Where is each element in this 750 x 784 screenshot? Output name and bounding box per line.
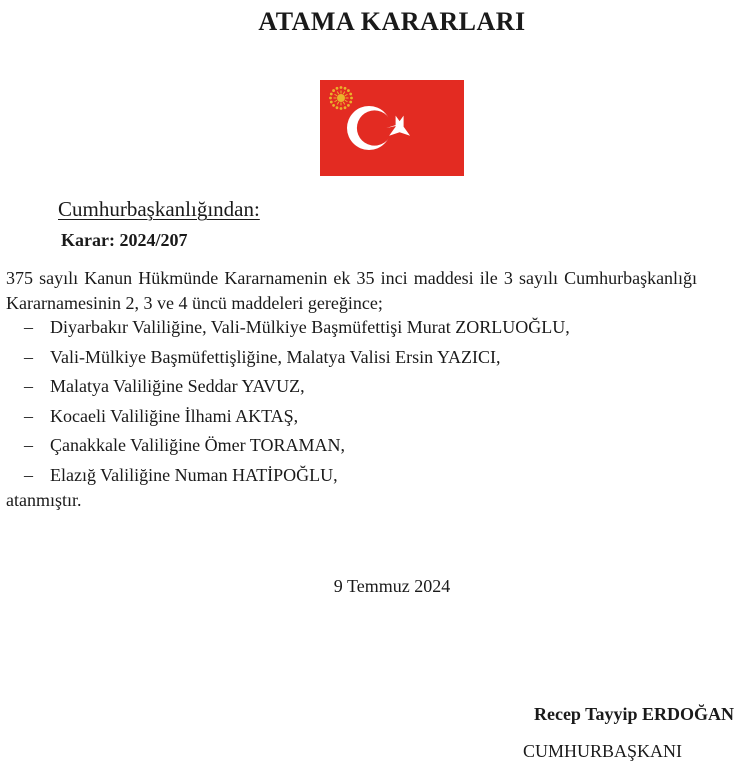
document-date: 9 Temmuz 2024: [333, 576, 451, 596]
list-dash: –: [24, 346, 33, 367]
list-dash: –: [24, 435, 33, 455]
closing-text: atanmıştır.: [6, 490, 82, 510]
list-dash: –: [24, 464, 33, 485]
appointment-item: [24, 347, 570, 377]
issuer-heading: Cumhurbaşkanlığından:: [58, 197, 260, 221]
appointment-item: [24, 435, 570, 465]
emblem-star: [350, 97, 353, 100]
appointment-item: [24, 317, 570, 347]
appointment-item: [24, 465, 570, 495]
emblem-star: [336, 87, 339, 90]
appointment-text: Elazığ Valiliğine Numan HATİPOĞLU,: [50, 464, 338, 485]
emblem-star: [340, 86, 343, 89]
turkish-flag-icon: [320, 80, 464, 176]
emblem-star: [330, 101, 333, 104]
signer-name: Recep Tayyip ERDOĞAN: [533, 704, 734, 724]
list-dash: –: [24, 317, 33, 337]
list-dash: –: [24, 405, 33, 426]
appointment-list: [24, 317, 570, 494]
emblem-star: [349, 93, 352, 96]
list-dash: –: [24, 376, 33, 396]
appointment-text: Diyarbakır Valiliğine, Vali-Mülkiye Başmüfettişi Murat ZORLUOĞLU,: [50, 317, 570, 337]
emblem-star: [349, 101, 352, 104]
appointment-text: Vali-Mülkiye Başmüfettişliğine, Malatya Valisi Ersin YAZICI,: [50, 346, 501, 367]
body-text-line-1: 375 sayılı Kanun Hükmünde Kararnamenin ek 35 inci maddesi ile 3 sayılı Cumhurbaşkanlığı: [6, 268, 698, 288]
appointment-item: [24, 406, 570, 436]
emblem-star: [344, 106, 347, 109]
appointment-text: Malatya Valiliğine Seddar YAVUZ,: [50, 376, 305, 396]
appointment-text: Çanakkale Valiliğine Ömer TORAMAN,: [50, 435, 345, 455]
emblem-star: [329, 97, 332, 100]
emblem-star: [336, 106, 339, 109]
document-title: ATAMA KARARLARI: [258, 7, 526, 36]
emblem-star: [332, 104, 335, 107]
emblem-star: [347, 104, 350, 107]
crescent-inner: [357, 110, 392, 145]
emblem-star: [347, 89, 350, 92]
appointment-item: [24, 376, 570, 406]
emblem-star: [344, 87, 347, 90]
signer-title: CUMHURBAŞKANI: [523, 741, 683, 761]
decision-number: Karar: 2024/207: [61, 230, 188, 250]
emblem-star: [330, 93, 333, 96]
emblem-star: [340, 107, 343, 110]
body-text-line-2: Kararnamesinin 2, 3 ve 4 üncü maddeleri gereğince;: [6, 293, 383, 313]
appointment-text: Kocaeli Valiliğine İlhami AKTAŞ,: [50, 405, 299, 426]
emblem-star: [332, 89, 335, 92]
